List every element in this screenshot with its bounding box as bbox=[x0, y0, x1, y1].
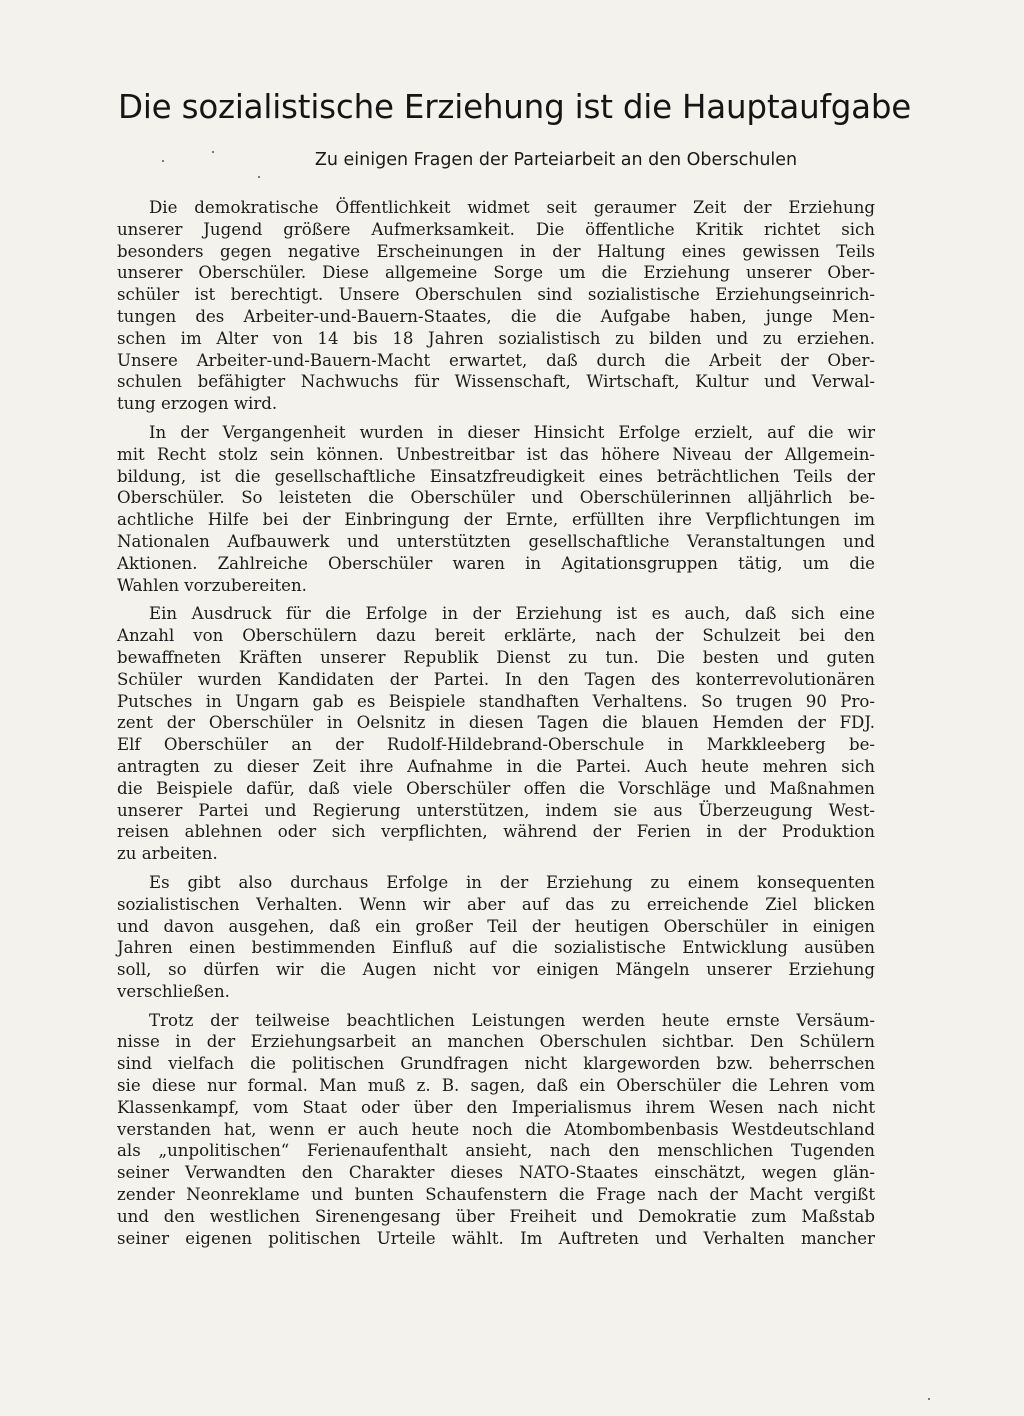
paragraph-line: Schüler wurden Kandidaten der Partei. In den Tagen des konterrevolutionären bbox=[117, 669, 875, 689]
paragraph-line: unserer Jugend größere Aufmerksamkeit. Die öffentliche Kritik richtet sich bbox=[117, 219, 875, 239]
paragraph-line: Es gibt also durchaus Erfolge in der Erziehung zu einem konsequenten bbox=[149, 872, 875, 892]
paragraph-line: besonders gegen negative Erscheinungen in der Haltung eines gewissen Teils bbox=[117, 241, 875, 261]
paragraph-line: unserer Partei und Regierung unterstützen, indem sie aus Überzeugung West- bbox=[117, 800, 875, 820]
paragraph-line: antragten zu dieser Zeit ihre Aufnahme in die Partei. Auch heute mehren sich bbox=[117, 756, 875, 776]
paragraph-line: sie diese nur formal. Man muß z. B. sagen, daß ein Oberschüler die Lehren vom bbox=[117, 1076, 875, 1096]
paragraph-line: Die demokratische Öffentlichkeit widmet seit geraumer Zeit der Erziehung bbox=[149, 198, 875, 217]
paragraph-line: Putsches in Ungarn gab es Beispiele standhaften Verhaltens. So trugen 90 Pro- bbox=[117, 691, 875, 711]
paragraph-line: Aktionen. Zahlreiche Oberschüler waren in Agitationsgruppen tätig, um die bbox=[117, 553, 875, 573]
paragraph-line: zu arbeiten. bbox=[117, 844, 218, 864]
article-subtitle: Zu einigen Fragen der Parteiarbeit an den Oberschulen bbox=[314, 150, 798, 170]
paragraph-line: nisse in der Erziehungsarbeit an manchen Oberschulen sichtbar. Den Schülern bbox=[117, 1032, 875, 1052]
paragraph-line: schüler ist berechtigt. Unsere Oberschulen sind sozialistische Erziehungseinrich- bbox=[117, 285, 875, 305]
paragraph-line: bildung, ist die gesellschaftliche Einsatzfreudigkeit eines beträchtlichen Teils der bbox=[117, 466, 875, 486]
paragraph bbox=[117, 1010, 875, 1250]
paragraph-line: zent der Oberschüler in Oelsnitz in diesen Tagen die blauen Hemden der FDJ. bbox=[117, 713, 875, 733]
article-body bbox=[117, 197, 875, 1256]
article-title: Die sozialistische Erziehung ist die Hauptaufgabe bbox=[118, 88, 912, 126]
paragraph-line: seiner Verwandten den Charakter dieses NATO-Staates einschätzt, wegen glän- bbox=[117, 1163, 875, 1183]
paragraph-line: mit Recht stolz sein können. Unbestreitbar ist das höhere Niveau der Allgemein- bbox=[117, 444, 875, 464]
paragraph-line: verstanden hat, wenn er auch heute noch die Atombombenbasis Westdeutschland bbox=[117, 1119, 875, 1139]
paragraph-line: Oberschüler. So leisteten die Oberschüler und Oberschülerinnen alljährlich be- bbox=[117, 488, 875, 508]
paragraph-line: reisen ablehnen oder sich verpflichten, während der Ferien in der Produktion bbox=[117, 822, 875, 842]
paragraph-line: und den westlichen Sirenengesang über Freiheit und Demokratie zum Maßstab bbox=[117, 1206, 875, 1226]
paragraph-line: Nationalen Aufbauwerk und unterstützten gesellschaftliche Veranstaltungen und bbox=[117, 531, 875, 551]
paragraph-line: unserer Oberschüler. Diese allgemeine Sorge um die Erziehung unserer Ober- bbox=[117, 263, 875, 283]
paragraph-line: schulen befähigter Nachwuchs für Wissenschaft, Wirtschaft, Kultur und Verwal- bbox=[117, 372, 875, 392]
print-speck bbox=[162, 160, 164, 162]
paragraph bbox=[117, 422, 875, 596]
paragraph-line: bewaffneten Kräften unserer Republik Dienst zu tun. Die besten und guten bbox=[117, 647, 875, 667]
paragraph-line: Unsere Arbeiter-und-Bauern-Macht erwartet, daß durch die Arbeit der Ober- bbox=[117, 350, 875, 370]
paragraph-line: In der Vergangenheit wurden in dieser Hinsicht Erfolge erzielt, auf die wir bbox=[149, 422, 875, 442]
print-speck bbox=[258, 176, 260, 178]
paragraph-line: schen im Alter von 14 bis 18 Jahren sozialistisch zu bilden und zu erziehen. bbox=[117, 328, 875, 348]
paragraph-line: zender Neonreklame und bunten Schaufenstern die Frage nach der Macht vergißt bbox=[117, 1185, 875, 1205]
paragraph-line: Trotz der teilweise beachtlichen Leistungen werden heute ernste Versäum- bbox=[149, 1010, 875, 1030]
paragraph bbox=[117, 197, 875, 415]
paragraph-line: sind vielfach die politischen Grundfragen nicht klargeworden bzw. beherrschen bbox=[117, 1054, 875, 1074]
paragraph-line: tungen des Arbeiter-und-Bauern-Staates, die die Aufgabe haben, junge Men- bbox=[117, 306, 875, 326]
paragraph-line: und davon ausgehen, daß ein großer Teil der heutigen Oberschüler in einigen bbox=[117, 916, 875, 936]
paragraph-line: als „unpolitischen“ Ferienaufenthalt ansieht, nach den menschlichen Tugenden bbox=[117, 1141, 875, 1161]
paragraph-line: Jahren einen bestimmenden Einfluß auf die sozialistische Entwicklung ausüben bbox=[117, 938, 875, 958]
paragraph-line: soll, so dürfen wir die Augen nicht vor einigen Mängeln unserer Erziehung bbox=[117, 960, 875, 980]
paragraph-line: seiner eigenen politischen Urteile wählt. Im Auftreten und Verhalten mancher bbox=[117, 1228, 875, 1248]
paragraph-line: Wahlen vorzubereiten. bbox=[117, 575, 307, 595]
paragraph-line: Klassenkampf, vom Staat oder über den Imperialismus ihrem Wesen nach nicht bbox=[117, 1097, 875, 1117]
print-speck bbox=[212, 151, 214, 153]
paragraph-line: Ein Ausdruck für die Erfolge in der Erziehung ist es auch, daß sich eine bbox=[149, 604, 875, 624]
paragraph-line: verschließen. bbox=[117, 981, 230, 1001]
paragraph-line: die Beispiele dafür, daß viele Oberschüler offen die Vorschläge und Maßnahmen bbox=[117, 778, 875, 798]
paragraph bbox=[117, 603, 875, 865]
paragraph-line: achtliche Hilfe bei der Einbringung der Ernte, erfüllten ihre Verpflichtungen im bbox=[117, 510, 875, 530]
paragraph-line: tung erzogen wird. bbox=[117, 394, 278, 414]
print-speck bbox=[928, 1398, 930, 1400]
paragraph bbox=[117, 872, 875, 1003]
paragraph-line: sozialistischen Verhalten. Wenn wir aber auf das zu erreichende Ziel blicken bbox=[117, 894, 875, 914]
paragraph-line: Elf Oberschüler an der Rudolf-Hildebrand-Oberschule in Markkleeberg be- bbox=[117, 735, 875, 755]
paragraph-line: Anzahl von Oberschülern dazu bereit erklärte, nach der Schulzeit bei den bbox=[117, 626, 875, 646]
